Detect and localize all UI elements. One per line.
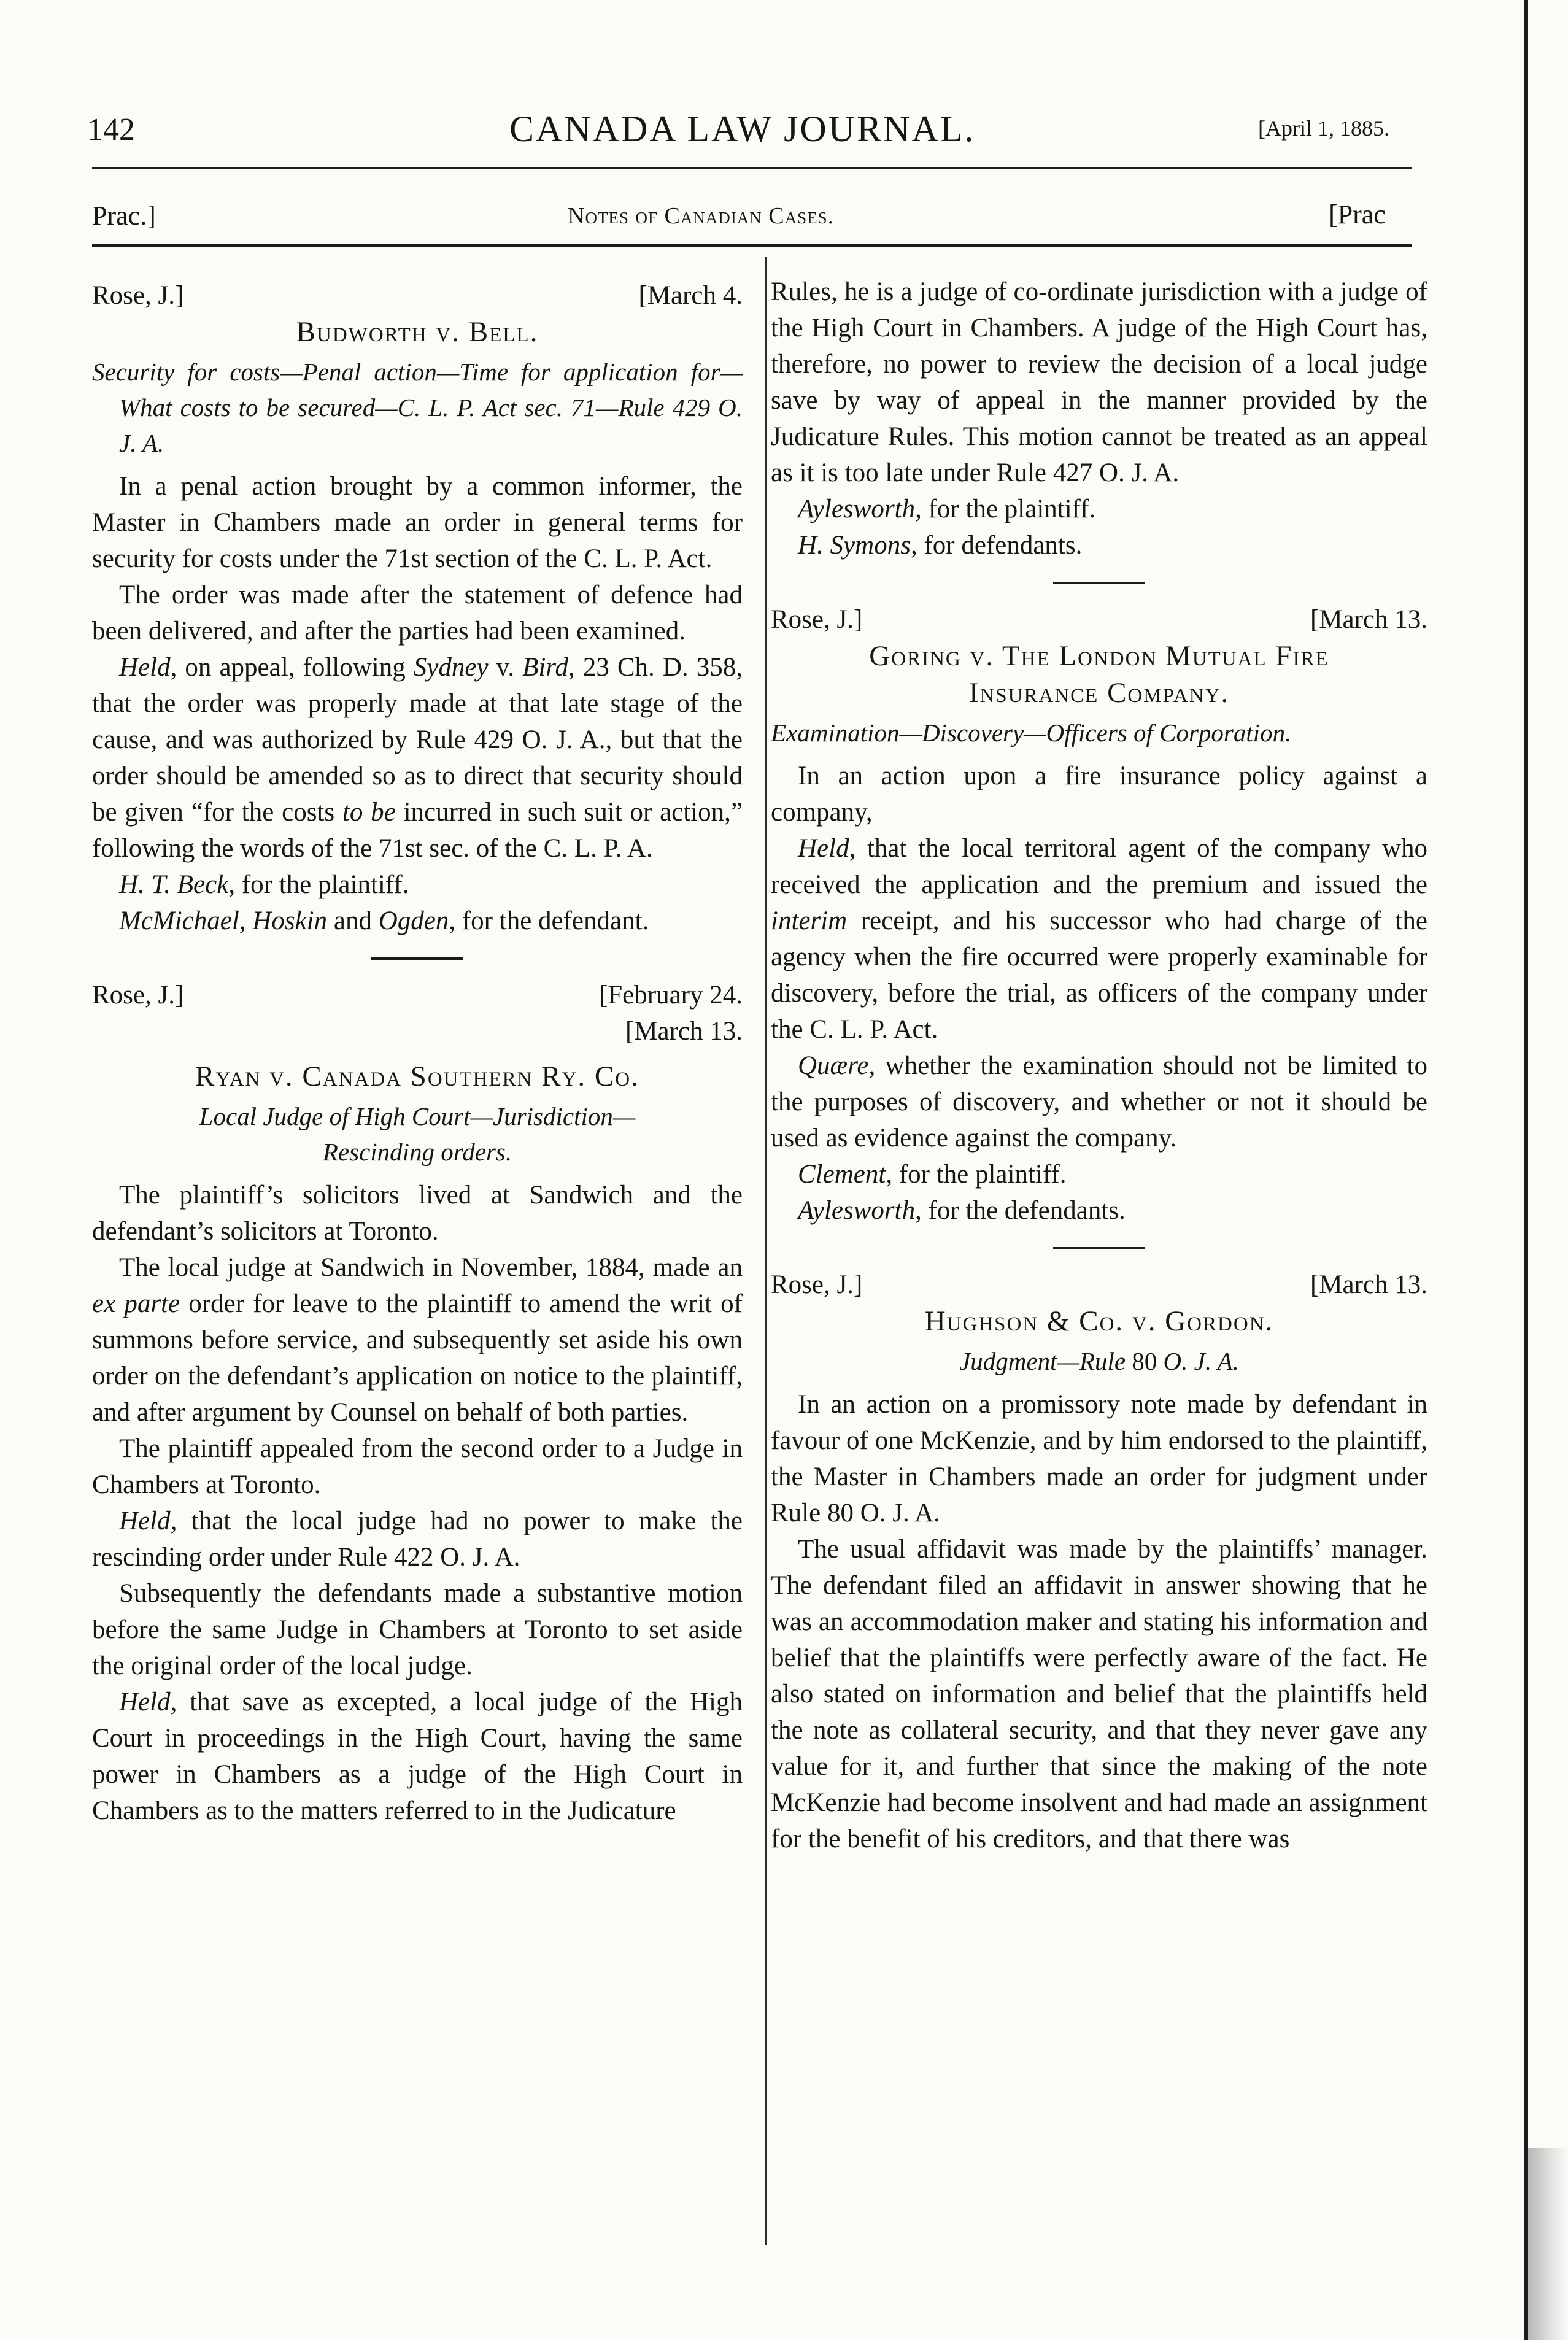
case-divider (1053, 1247, 1145, 1249)
column-divider (765, 257, 767, 2245)
case-title: Ryan v. Canada Southern Ry. Co. (195, 1060, 639, 1092)
emphasis: to be (342, 798, 396, 827)
counsel-name: H. T. Beck (119, 870, 229, 899)
case-title: Hughson & Co. v. Gordon. (924, 1305, 1274, 1337)
counsel-line (771, 491, 1427, 527)
counsel-name: Ogden (378, 906, 449, 935)
case-divider (371, 957, 463, 960)
counsel-name: Hoskin (252, 906, 328, 935)
case-date: [March 4. (638, 281, 743, 310)
held-label: Held (119, 1688, 171, 1716)
paragraph (771, 830, 1427, 1048)
case-date: [March 13. (625, 1017, 743, 1046)
text: incurred in such suit or action,” following the words of the 71st sec. of the C. L. P. A. (92, 798, 743, 863)
paragraph (92, 1684, 743, 1829)
counsel-line (771, 1192, 1427, 1229)
section-title: Notes of Canadian Cases. (568, 203, 835, 229)
paragraph: In a penal action brought by a common informer, the Master in Chambers made an order in general terms for security for costs under the 71st section of the C. L. P. Act. (92, 472, 743, 573)
held-label: Held (119, 653, 171, 682)
case-date: [March 13. (1310, 605, 1427, 634)
section-right: [Prac (1329, 199, 1386, 230)
case-headnote: Examination—Discovery—Officers of Corporation. (771, 719, 1292, 747)
case-title: Budworth v. Bell. (296, 316, 539, 348)
case-court-line (92, 977, 743, 1049)
paragraph (771, 1048, 1427, 1156)
counsel-name: Clement (798, 1160, 886, 1189)
case-citation: Sydney (413, 653, 489, 682)
headnote-text: 80 (1126, 1347, 1164, 1375)
paragraph: Subsequently the defendants made a substantive motion before the same Judge in Chambers at Toronto to set aside the original order of the local judge. (92, 1579, 743, 1680)
paragraph: In an action upon a fire insurance policy against a company, (771, 762, 1427, 827)
text: v. (488, 653, 523, 682)
left-column (92, 274, 743, 1829)
court: Rose, J.] (92, 981, 184, 1010)
text: , that the local territoral agent of the company who received the application and the premium and issued the (771, 834, 1427, 899)
text: order for leave to the plaintiff to amend the writ of summons before service, and subsequently set aside his own order on the defendant’s application on notice to the plaintiff, and after argument by Counsel on behalf of both parties. (92, 1289, 743, 1427)
text: , on appeal, following (170, 653, 414, 682)
case-court-line (771, 1267, 1427, 1303)
case-date: [March 13. (1310, 1270, 1427, 1299)
paragraph: The order was made after the statement of defence had been delivered, and after the parties had been examined. (92, 581, 743, 646)
issue-date: [April 1, 1885. (1258, 116, 1389, 141)
text: receipt, and his successor who had charge of the agency when the fire occurred were properly examinable for discovery, before the trial, as officers of the company under the C. L. P. Act. (771, 906, 1427, 1044)
counsel-line (92, 903, 743, 939)
counsel-line (771, 1156, 1427, 1192)
text: , (239, 906, 253, 935)
court: Rose, J.] (771, 1270, 863, 1299)
case-title (771, 638, 1427, 711)
paragraph (92, 1249, 743, 1431)
counsel-name: Aylesworth (798, 1196, 916, 1225)
text: , for the defendants. (915, 1196, 1126, 1225)
text: The local judge at Sandwich in November, 1884, made an (119, 1253, 743, 1282)
journal-title: CANADA LAW JOURNAL. (509, 109, 976, 149)
paragraph: The usual affidavit was made by the plaintiffs’ manager. The defendant filed an affidavit in answer showing that he was an accommodation maker and stating his information and belief that the plaintiffs were perfectly aware of the fact. He also stated on information and belief that the plaintiffs held the note as collateral security, and that they never gave any value for it, and further that since the making of the note McKenzie had become insolvent and had made an assignment for the benefit of his creditors, and that there was (771, 1535, 1427, 1853)
text: , for the plaintiff. (228, 870, 409, 899)
headnote-line: Local Judge of High Court—Jurisdiction— (199, 1102, 636, 1130)
quaere-label: Quære (798, 1051, 869, 1080)
section-rule (92, 244, 1412, 247)
text: , that save as excepted, a local judge of the High Court in proceedings in the High Court, having the same power in Chambers as a judge of the High Court in Chambers as to the matters referred to in the Judicature (92, 1688, 743, 1825)
text: , 23 Ch. D. 358, that the order was properly made at that late stage of the cause, and was authorized by Rule 429 O. J. A., but that the order should be amended so as to direct that security should be given “for the costs (92, 653, 743, 827)
case-headnote: Security for costs—Penal action—Time for application for—What costs to be secured—C. L. P. Act sec. 71—Rule 429 O. J. A. (92, 358, 743, 457)
case-divider (1053, 582, 1145, 584)
text: , for the defendant. (449, 906, 649, 935)
paragraph-continued: Rules, he is a judge of co-ordinate jurisdiction with a judge of the High Court in Chambers. A judge of the High Court has, therefore, no power to review the decision of a local judge save by way of appeal in the manner provided by the Judicature Rules. This motion cannot be treated as an appeal as it is too late under Rule 427 O. J. A. (771, 277, 1427, 487)
text: , that the local judge had no power to make the rescinding order under Rule 422 O. J. A. (92, 1507, 743, 1572)
headnote-text: Judgment—Rule (959, 1347, 1126, 1375)
section-left: Prac.] (92, 201, 156, 231)
right-column (771, 274, 1427, 1857)
emphasis: interim (771, 906, 848, 935)
paragraph: The plaintiff’s solicitors lived at Sandwich and the defendant’s solicitors at Toronto. (92, 1181, 743, 1246)
case-dates (599, 977, 743, 1049)
court: Rose, J.] (92, 281, 184, 310)
held-label: Held (798, 834, 849, 863)
page-edge (1524, 0, 1528, 2340)
case-headnote (771, 1343, 1427, 1379)
case-date: [February 24. (598, 981, 743, 1010)
court: Rose, J.] (771, 605, 863, 634)
header-rule (92, 167, 1412, 169)
case-court-line (92, 277, 743, 314)
case-title-line: Insurance Company. (968, 677, 1230, 709)
paragraph: The plaintiff appealed from the second order to a Judge in Chambers at Toronto. (92, 1434, 743, 1499)
counsel-line (92, 867, 743, 903)
counsel-name: H. Symons (798, 531, 911, 560)
text: , whether the examination should not be limited to the purposes of discovery, and whether or not it should be used as evidence against the company. (771, 1051, 1427, 1153)
headnote-line: Rescinding orders. (322, 1138, 512, 1166)
held-label: Held (119, 1507, 171, 1535)
case-title-line: Goring v. The London Mutual Fire (869, 640, 1329, 672)
case-headnote (92, 1099, 743, 1170)
paragraph: In an action on a promissory note made by defendant in favour of one McKenzie, and by him endorsed to the plaintiff, the Master in Chambers made an order for judgment under Rule 80 O. J. A. (771, 1390, 1427, 1527)
paragraph (92, 1503, 743, 1575)
text: , for the plaintiff. (886, 1160, 1067, 1189)
text: , for the plaintiff. (915, 495, 1096, 523)
text: and (327, 906, 379, 935)
counsel-line (771, 527, 1427, 563)
counsel-name: McMichael (119, 906, 239, 935)
page-edge-shadow (1528, 2148, 1568, 2340)
case-citation: Bird (522, 653, 568, 682)
headnote-text: O. J. A. (1163, 1347, 1239, 1375)
case-court-line (771, 601, 1427, 638)
emphasis: ex parte (92, 1289, 180, 1318)
counsel-name: Aylesworth (798, 495, 916, 523)
page-number: 142 (87, 112, 135, 147)
text: , for defendants. (910, 531, 1083, 560)
paragraph (92, 649, 743, 867)
